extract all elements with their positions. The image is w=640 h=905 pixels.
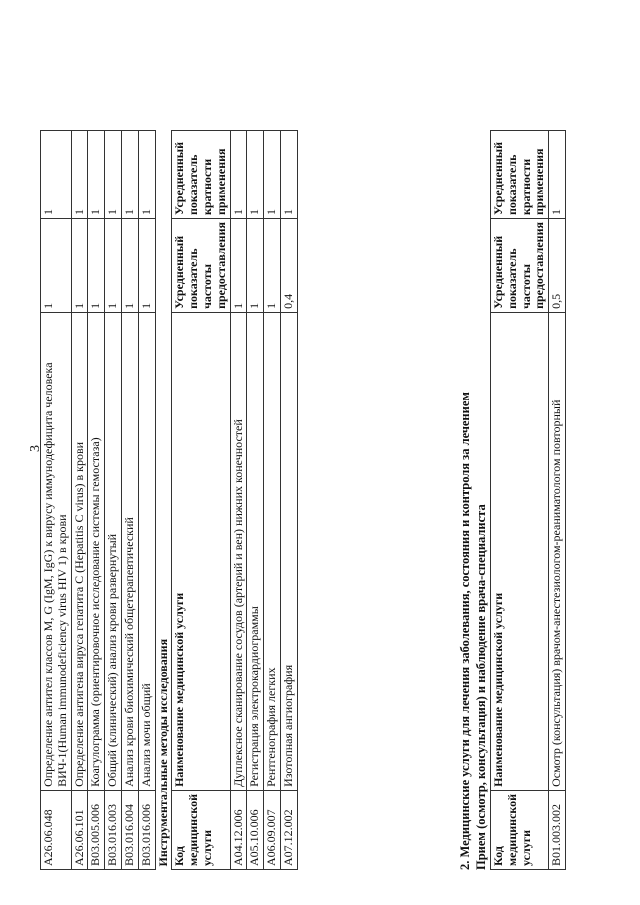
frequency-value: 1 — [138, 219, 155, 313]
table-row — [264, 131, 281, 870]
table-row — [247, 131, 264, 870]
multiplicity-value: 1 — [121, 131, 138, 219]
service-code: B03.016.006 — [138, 790, 155, 869]
frequency-value: 0,4 — [280, 219, 297, 313]
service-code: A26.06.048 — [41, 790, 72, 869]
multiplicity-value: 1 — [88, 131, 105, 219]
lab-tests-table — [40, 130, 298, 870]
instrumental-title-row — [155, 131, 172, 870]
service-name: Коагулограмма (ориентировочное исследование системы гемостаза) — [88, 312, 105, 790]
service-name: Определение антител классов M, G (IgM, IgG) к вирусу иммунодефицита человека ВИЧ-1(Human immunodeficiency virus HIV 1) в крови — [41, 312, 72, 790]
service-code: A26.06.101 — [71, 790, 88, 869]
service-code: B03.016.004 — [121, 790, 138, 869]
multiplicity-value: 1 — [264, 131, 281, 219]
service-name: Общий (клинический) анализ крови развернутый — [105, 312, 122, 790]
page-number: 3 — [28, 445, 43, 452]
service-code: A05.10.006 — [247, 790, 264, 869]
frequency-value: 1 — [88, 219, 105, 313]
service-name: Анализ мочи общий — [138, 312, 155, 790]
multiplicity-value: 1 — [230, 131, 247, 219]
service-name: Осмотр (консультация) врачом-анестезиологом-реаниматологом повторный — [549, 312, 566, 790]
frequency-value: 1 — [230, 219, 247, 313]
table-row — [230, 131, 247, 870]
service-name: Регистрация электрокардиограммы — [247, 312, 264, 790]
frequency-value: 1 — [247, 219, 264, 313]
table-row — [41, 131, 72, 870]
frequency-value: 1 — [41, 219, 72, 313]
multiplicity-value: 1 — [280, 131, 297, 219]
service-name: Изотопная ангиография — [280, 312, 297, 790]
frequency-value: 1 — [264, 219, 281, 313]
service-name: Рентгенография легких — [264, 312, 281, 790]
frequency-value: 1 — [121, 219, 138, 313]
multiplicity-value: 1 — [41, 131, 72, 219]
header-name: Наименование медицинской услуги — [491, 312, 549, 790]
table-row — [549, 131, 566, 870]
service-name: Анализ крови биохимический общетерапевтический — [121, 312, 138, 790]
table-header-row — [491, 131, 549, 870]
table-row — [280, 131, 297, 870]
header-name: Наименование медицинской услуги — [172, 312, 230, 790]
rotated-page-content — [40, 35, 620, 870]
service-code: B03.016.003 — [105, 790, 122, 869]
table-row — [71, 131, 88, 870]
header-frequency: Усредненный показатель частоты предоставления — [491, 219, 549, 313]
service-code: A06.09.007 — [264, 790, 281, 869]
table-row — [88, 131, 105, 870]
table-header-row — [172, 131, 230, 870]
table-row — [105, 131, 122, 870]
service-code: A04.12.006 — [230, 790, 247, 869]
treatment-subtitle: Прием (осмотр, консультация) и наблюдение врача-специалиста — [474, 504, 488, 870]
header-frequency: Усредненный показатель частоты предоставления — [172, 219, 230, 313]
treatment-section-title: 2. Медицинские услуги для лечения заболевания, состояния и контроля за лечением — [458, 392, 472, 870]
multiplicity-value: 1 — [105, 131, 122, 219]
treatment-table — [490, 130, 566, 870]
header-multiplicity: Усредненный показатель кратности применения — [172, 131, 230, 219]
service-code: A07.12.002 — [280, 790, 297, 869]
header-code: Код медицинской услуги — [491, 790, 549, 869]
frequency-value: 0,5 — [549, 219, 566, 313]
multiplicity-value: 1 — [247, 131, 264, 219]
instrumental-title: Инструментальные методы исследования — [155, 131, 172, 870]
service-code: B03.005.006 — [88, 790, 105, 869]
service-code: B01.003.002 — [549, 790, 566, 869]
service-name: Определение антигена вируса гепатита C (Hepatitis C virus) в крови — [71, 312, 88, 790]
table-row — [121, 131, 138, 870]
multiplicity-value: 1 — [549, 131, 566, 219]
table-row — [138, 131, 155, 870]
multiplicity-value: 1 — [71, 131, 88, 219]
frequency-value: 1 — [105, 219, 122, 313]
service-name: Дуплексное сканирование сосудов (артерий и вен) нижних конечностей — [230, 312, 247, 790]
header-multiplicity: Усредненный показатель кратности применения — [491, 131, 549, 219]
frequency-value: 1 — [71, 219, 88, 313]
header-code: Код медицинской услуги — [172, 790, 230, 869]
multiplicity-value: 1 — [138, 131, 155, 219]
